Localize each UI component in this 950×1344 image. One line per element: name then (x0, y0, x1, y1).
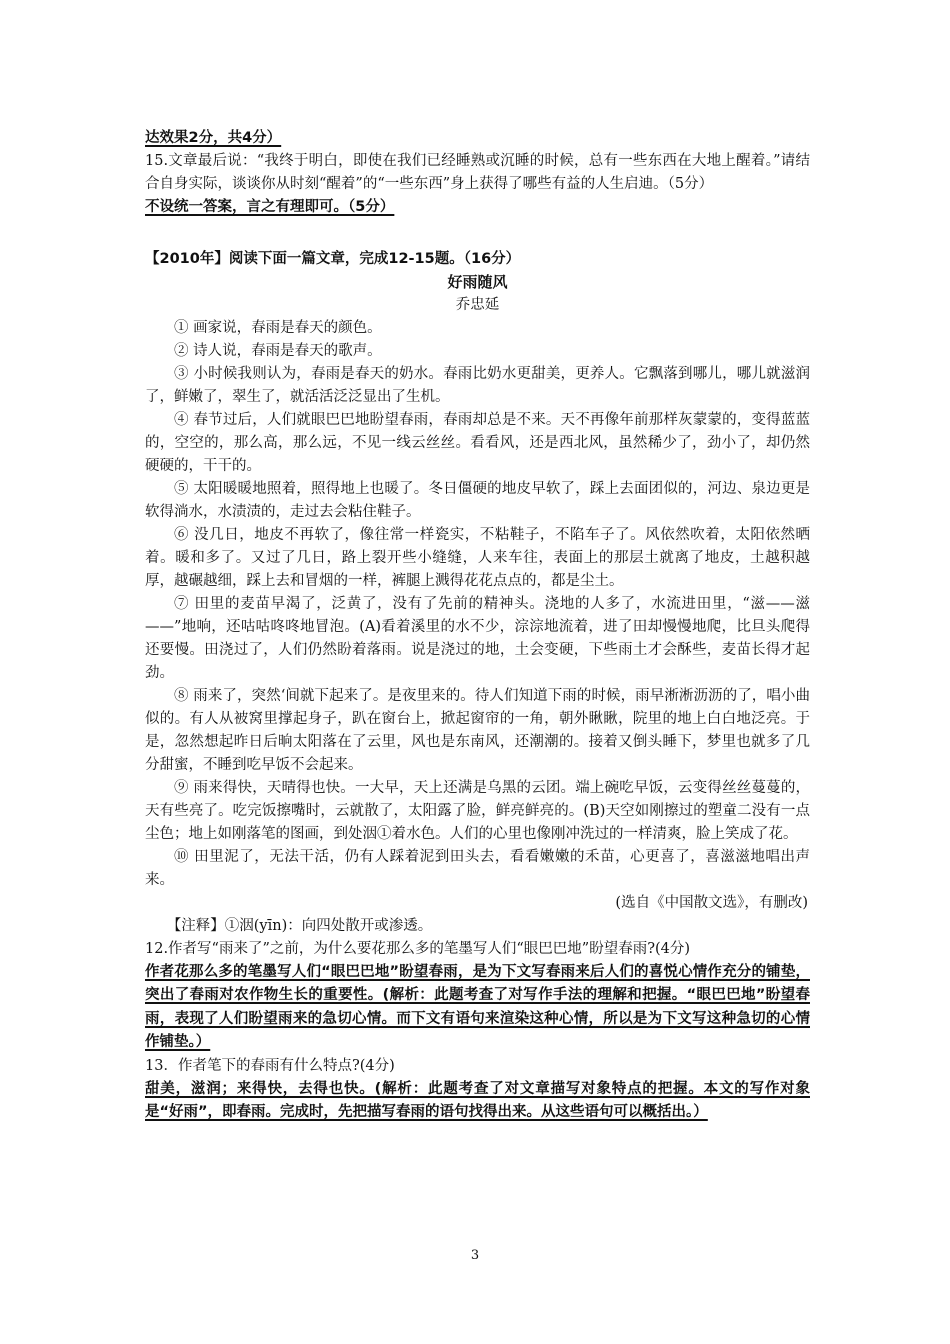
paragraph-3: ③ 小时候我则认为，春雨是春天的奶水。春雨比奶水更甜美，更养人。它飘落到哪儿，哪儿就滋润了，鲜嫩了，翠生了，就活活泛泛显出了生机。 (145, 365, 810, 405)
article-author: 乔忠延 (455, 296, 500, 313)
paragraph-7: ⑦ 田里的麦苗早渴了，泛黄了，没有了先前的精神头。浇地的人多了，水流进田里，“滋——滋——”地响，还咕咕咚咚地冒泡。(A)看着溪里的水不少，淙淙地流着，进了田却慢慢地爬，比旦头爬得还要慢。田浇过了，人们仍然盼着落雨。说是浇过的地，土会变硬，下些雨土才会酥些，麦苗长得才起劲。 (145, 595, 810, 681)
paragraph-5: ⑤ 太阳暖暖地照着，照得地上也暖了。冬日僵硬的地皮早软了，踩上去面团似的，河边、泉边更是软得淌水，水渍渍的，走过去会粘住鞋子。 (145, 480, 810, 520)
page-number: 3 (470, 1248, 480, 1263)
paragraph-1: ① 画家说，春雨是春天的颜色。 (174, 319, 382, 336)
document-page (145, 125, 810, 1125)
question-12-answer: 作者花那么多的笔墨写人们“眼巴巴地”盼望春雨，是为下文写春雨来后人们的喜悦心情作充分的铺垫，突出了春雨对农作物生长的重要性。(解析：此题考查了对写作手法的理解和把握。“眼巴巴地”盼望春雨，表现了人们盼望雨来的急切心情。而下文有语句来渲染这种心情，所以是为下文写这种急切的心情作铺垫。） (145, 963, 810, 1050)
paragraph-9: ⑨ 雨来得快，天晴得也快。一大早，天上还满是乌黑的云团。端上碗吃早饭，云变得丝丝蔓蔓的，天有些亮了。吃完饭擦嘴时，云就散了，太阳露了脸，鲜亮鲜亮的。(B)天空如刚擦过的塑童二没有一点尘色；地上如刚落笔的图画，到处洇①着水色。人们的心里也像刚冲洗过的一样清爽，脸上笑成了花。 (145, 779, 810, 842)
question-13: 13．作者笔下的春雨有什么特点?(4分) (145, 1057, 395, 1074)
paragraph-6: ⑥ 没几日，地皮不再软了，像往常一样瓷实，不粘鞋子，不陷车子了。风依然吹着，太阳依然晒着。暖和多了。又过了几日，路上裂开些小缝缝，人来车往，表面上的那层土就离了地皮，土越积越厚，越碾越细，踩上去和冒烟的一样，裤腿上溅得花花点点的，都是尘土。 (145, 526, 810, 589)
carryover-answer: 达效果2分，共4分） (145, 130, 282, 146)
paragraph-10: ⑩ 田里泥了，无法干活，仍有人踩着泥到田头去，看看嫩嫩的禾苗，心更喜了，喜滋滋地唱出声来。 (145, 848, 810, 888)
article-title: 好雨随风 (447, 272, 508, 291)
question-15-answer: 不设统一答案，言之有理即可。（5分） (145, 199, 395, 215)
paragraph-8: ⑧ 雨来了，突然‘间就下起来了。是夜里来的。待人们知道下雨的时候，雨早淅淅沥沥的了，唱小曲似的。有人从被窝里撑起身子，趴在窗台上，掀起窗帘的一角，朝外瞅瞅，院里的地上白白地泛亮。于是，忽然想起昨日后晌太阳落在了云里，风也是东南风，还潮潮的。接着又倒头睡下，梦里也就多了几分甜蜜，不睡到吃早饭不会起来。 (145, 687, 810, 773)
paragraph-4: ④ 春节过后，人们就眼巴巴地盼望春雨，春雨却总是不来。天不再像年前那样灰蒙蒙的，变得蓝蓝的，空空的，那么高，那么远，不见一线云丝丝。看看风，还是西北风，虽然稀少了，劲小了，却仍然硬硬的，干干的。 (145, 411, 810, 474)
question-13-answer: 甜美，滋润；来得快，去得也快。(解析：此题考查了对文章描写对象特点的把握。本文的写作对象是“好雨”，即春雨。完成时，先把描写春雨的语句找得出来。从这些语句可以概括出。） (145, 1080, 810, 1120)
question-12: 12.作者写“雨来了”之前，为什么要花那么多的笔墨写人们“眼巴巴地”盼望春雨?(4分) (145, 940, 691, 957)
spacer (145, 220, 810, 243)
annotation-note: 【注释】①洇(yīn)：向四处散开或渗透。 (166, 917, 433, 934)
source-citation: (选自《中国散文选》，有删改) (615, 894, 808, 911)
paragraph-2: ② 诗人说，春雨是春天的歌声。 (174, 342, 382, 359)
section-heading: 【2010年】阅读下面一篇文章，完成12-15题。（16分） (145, 250, 521, 267)
question-15: 15.文章最后说：“我终于明白，即使在我们已经睡熟或沉睡的时候，总有一些东西在大地上醒着。”请结合自身实际，谈谈你从时刻“醒着”的“一些东西”身上获得了哪些有益的人生启迪。（5分） (145, 153, 810, 192)
